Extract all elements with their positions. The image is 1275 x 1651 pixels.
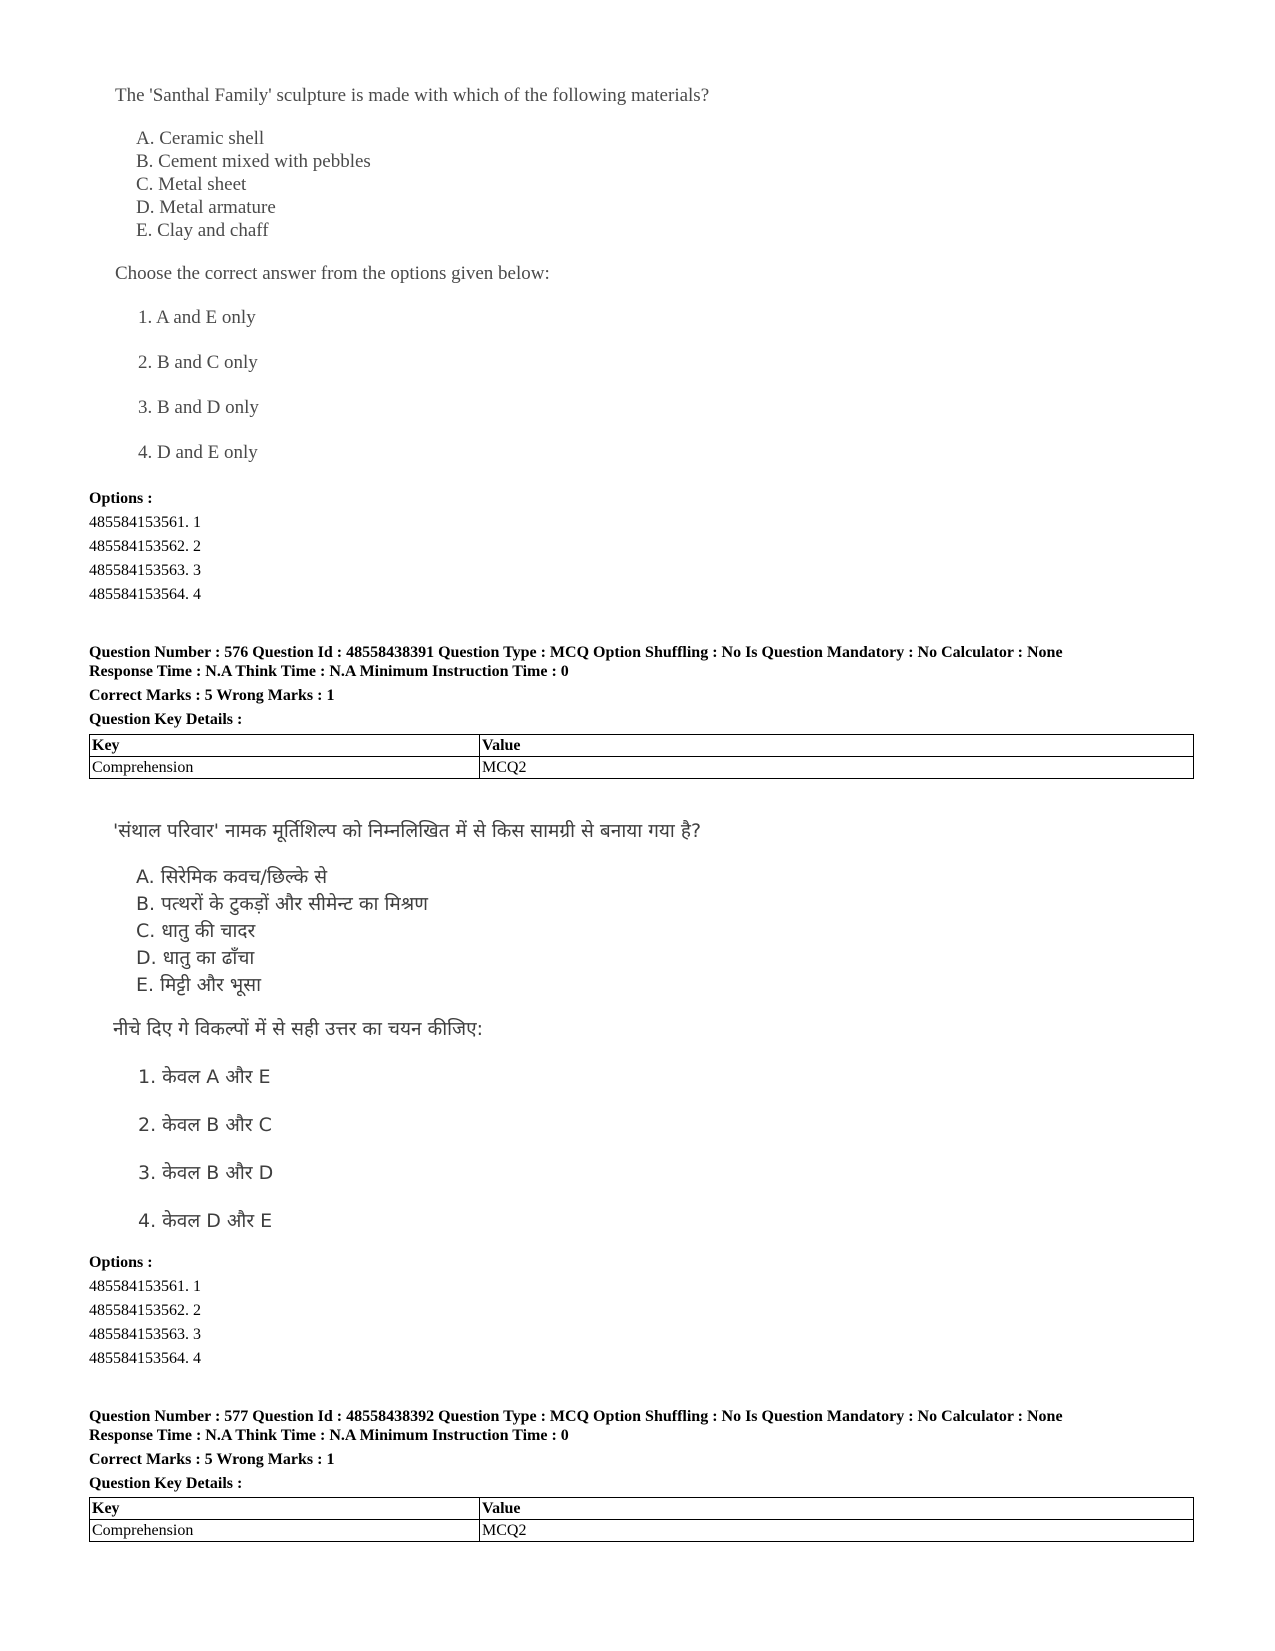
question-meta-line1: Question Number : 577 Question Id : 48558438392 Question Type : MCQ Option Shuffling : No Is Question Mandatory : No Calculator : None [89, 1408, 1063, 1425]
answer-choice: 3. B and D only [138, 397, 259, 418]
options-title: Options : [89, 490, 153, 507]
option-line: 485584153563. 3 [89, 1326, 201, 1343]
options-list [89, 511, 201, 607]
key-details-title: Question Key Details : [89, 711, 243, 728]
option-line: 485584153562. 2 [89, 538, 201, 555]
option-line: 485584153561. 1 [89, 514, 201, 531]
question-meta-line2: Response Time : N.A Think Time : N.A Minimum Instruction Time : 0 [89, 663, 569, 680]
answer-choice: 2. B and C only [138, 352, 258, 373]
key-details-title: Question Key Details : [89, 1475, 243, 1492]
material-item: B. Cement mixed with pebbles [136, 151, 371, 172]
answer-choice: 4. D and E only [138, 442, 258, 463]
table-header-key: Key [90, 1498, 480, 1520]
answer-choice: 1. A and E only [138, 307, 256, 328]
table-header-row [90, 735, 1194, 757]
material-item: E. मिट्टी और भूसा [136, 974, 261, 996]
question-key-table [89, 734, 1194, 779]
table-header-row [90, 1498, 1194, 1520]
option-line: 485584153562. 2 [89, 1302, 201, 1319]
table-cell-value: MCQ2 [480, 757, 1194, 779]
question-text: 'संथाल परिवार' नामक मूर्तिशिल्प को निम्नलिखित में से किस सामग्री से बनाया गया है? [113, 820, 702, 842]
options-title: Options : [89, 1254, 153, 1271]
answer-choice: 3. केवल B और D [138, 1162, 274, 1184]
material-item: C. धातु की चादर [136, 920, 256, 942]
material-item: D. Metal armature [136, 197, 276, 218]
marks-line: Correct Marks : 5 Wrong Marks : 1 [89, 687, 335, 704]
option-line: 485584153561. 1 [89, 1278, 201, 1295]
table-header-key: Key [90, 735, 480, 757]
table-row [90, 1520, 1194, 1542]
material-item: A. Ceramic shell [136, 128, 265, 149]
table-row [90, 757, 1194, 779]
material-item: B. पत्थरों के टुकड़ों और सीमेन्ट का मिश्रण [136, 893, 428, 915]
material-item: E. Clay and chaff [136, 220, 269, 241]
table-header-value: Value [480, 1498, 1194, 1520]
instruction-text: Choose the correct answer from the options given below: [115, 263, 550, 284]
answer-choice: 4. केवल D और E [138, 1210, 273, 1232]
material-item: C. Metal sheet [136, 174, 247, 195]
table-cell-key: Comprehension [90, 1520, 480, 1542]
instruction-text: नीचे दिए गे विकल्पों में से सही उत्तर का चयन कीजिए: [113, 1018, 484, 1040]
option-line: 485584153564. 4 [89, 586, 201, 603]
answer-choice: 2. केवल B और C [138, 1114, 272, 1136]
question-meta-line2: Response Time : N.A Think Time : N.A Minimum Instruction Time : 0 [89, 1427, 569, 1444]
table-cell-key: Comprehension [90, 757, 480, 779]
question-meta-line1: Question Number : 576 Question Id : 48558438391 Question Type : MCQ Option Shuffling : No Is Question Mandatory : No Calculator : None [89, 644, 1063, 661]
question-key-table [89, 1497, 1194, 1542]
question-text: The 'Santhal Family' sculpture is made with which of the following materials? [115, 85, 710, 106]
table-cell-value: MCQ2 [480, 1520, 1194, 1542]
marks-line: Correct Marks : 5 Wrong Marks : 1 [89, 1451, 335, 1468]
table-header-value: Value [480, 735, 1194, 757]
option-line: 485584153563. 3 [89, 562, 201, 579]
option-line: 485584153564. 4 [89, 1350, 201, 1367]
material-item: D. धातु का ढाँचा [136, 947, 255, 969]
options-list [89, 1275, 201, 1371]
material-item: A. सिरेमिक कवच/छिल्के से [136, 866, 328, 888]
answer-choice: 1. केवल A और E [138, 1066, 271, 1088]
